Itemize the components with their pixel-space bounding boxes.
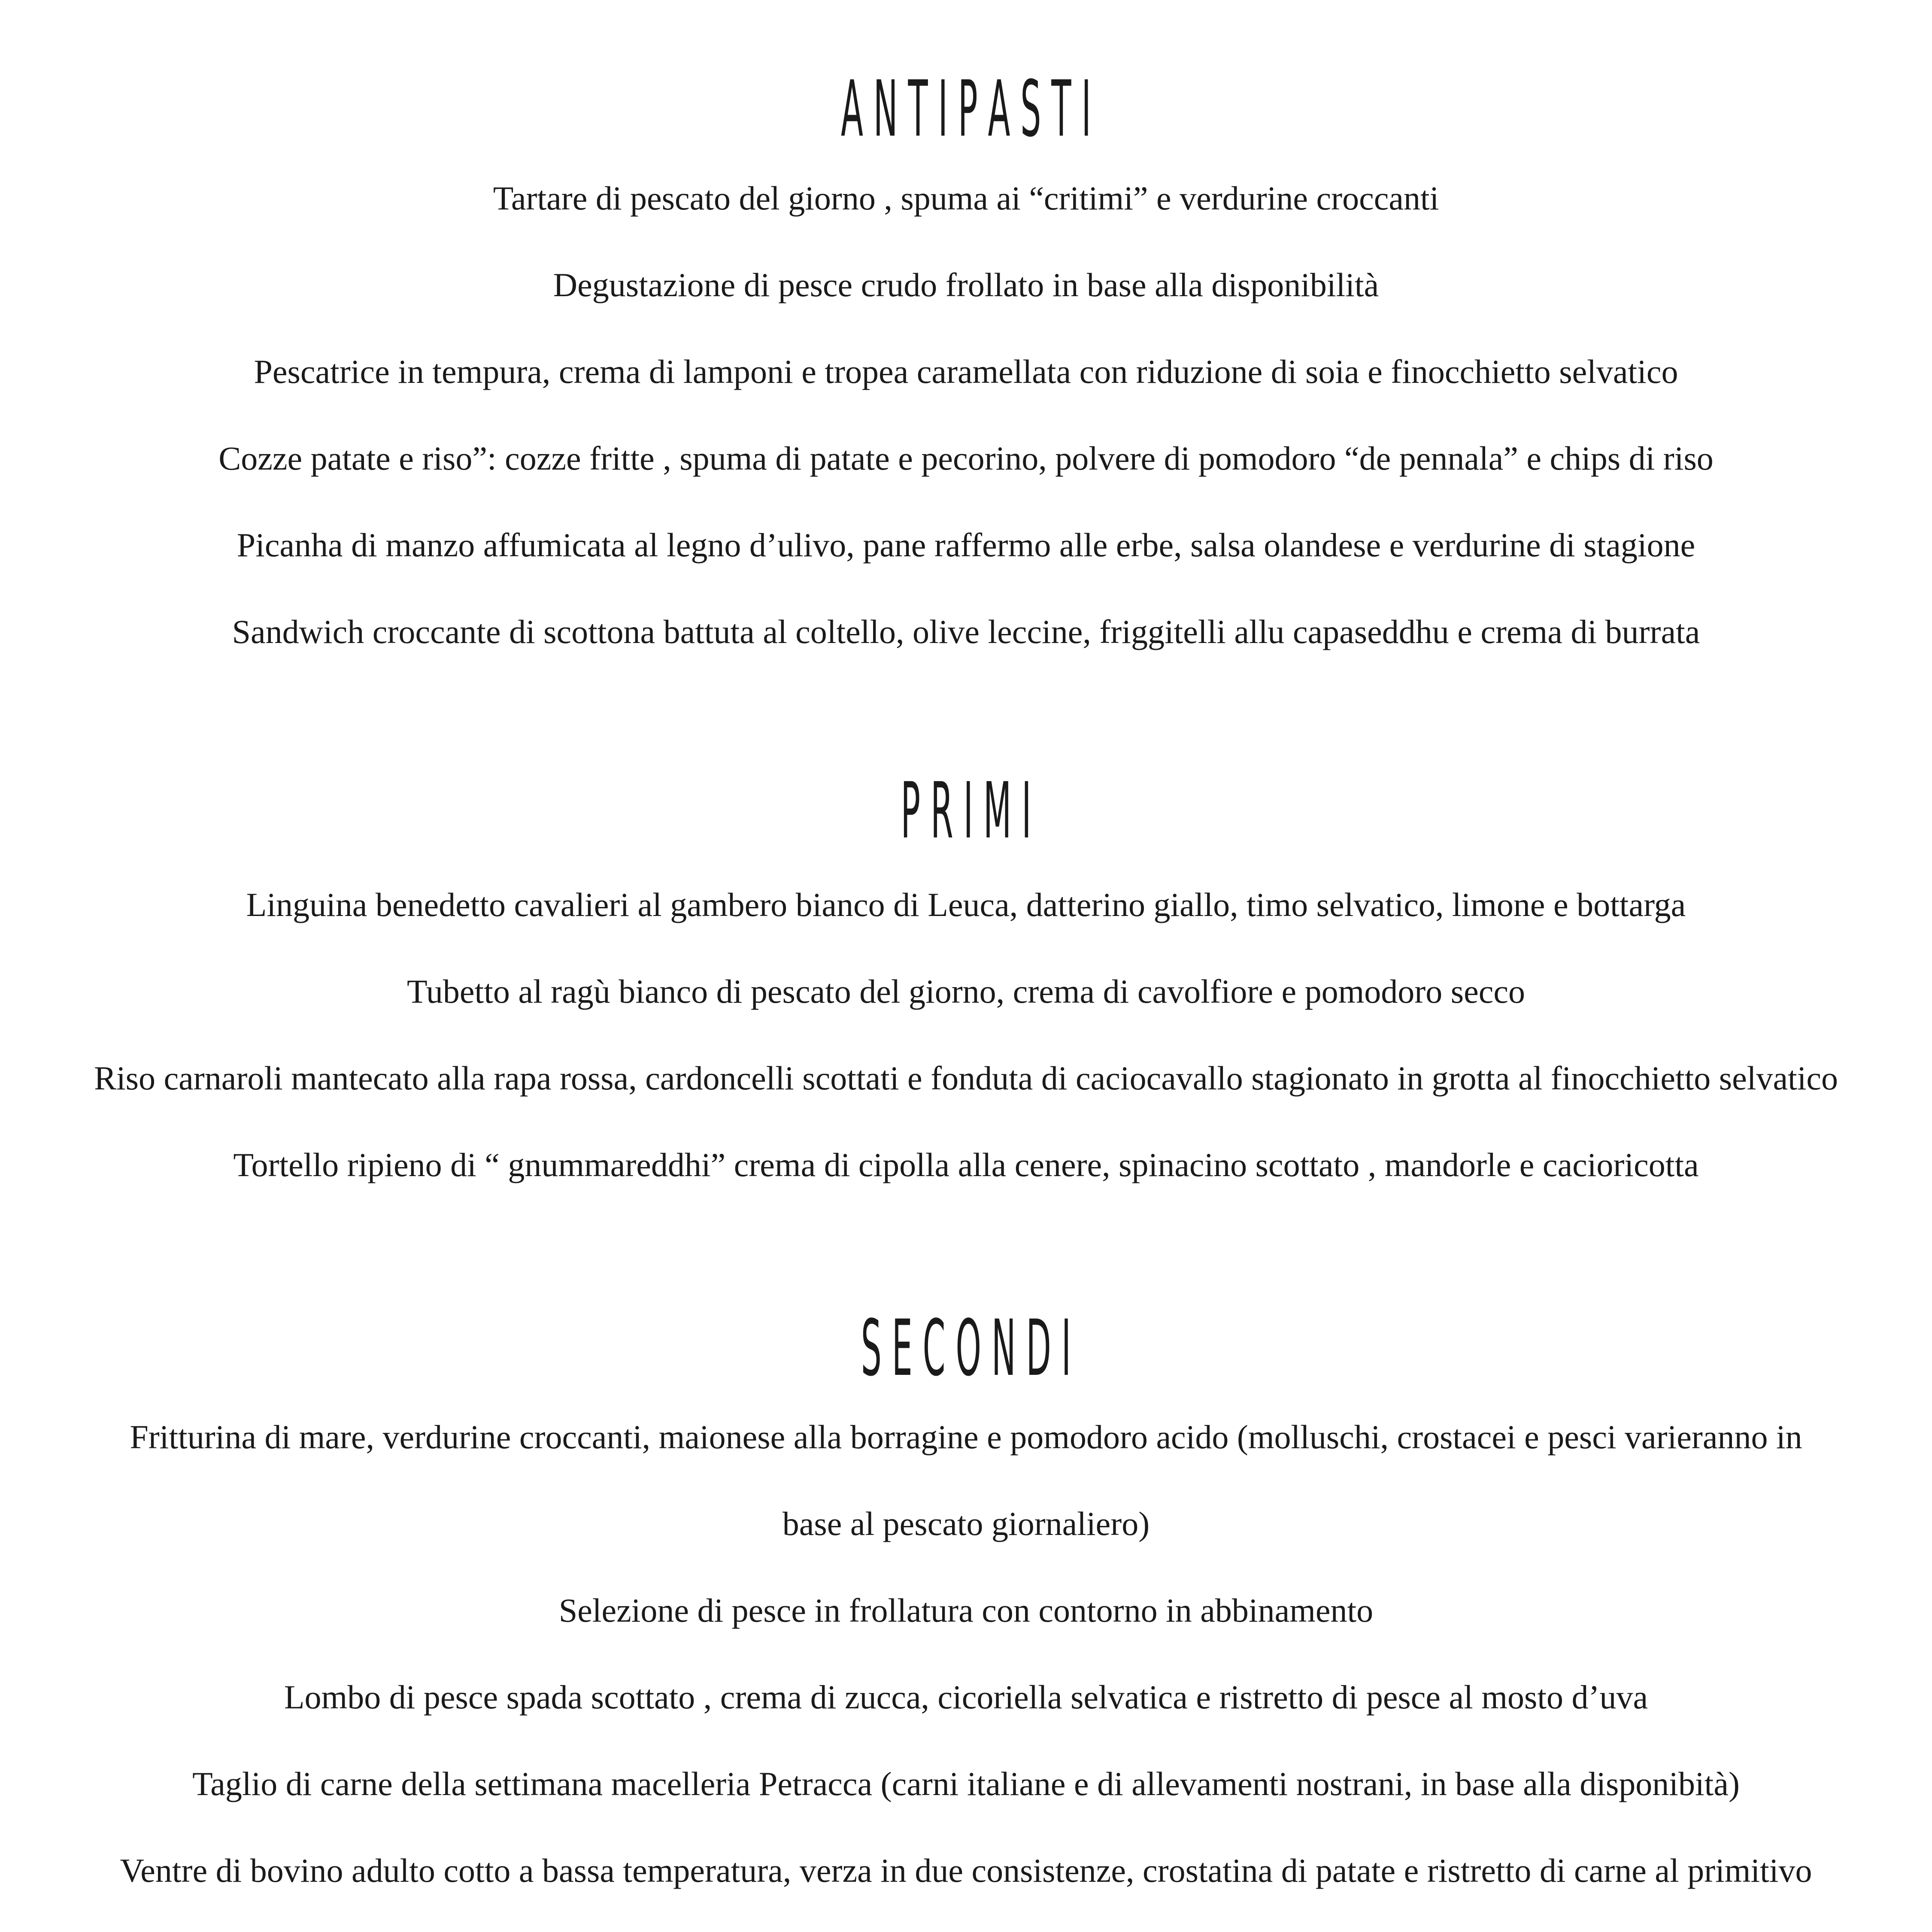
antipasti-item: Tartare di pescato del giorno , spuma ai “critimi” e verdurine croccanti xyxy=(493,179,1439,217)
primi-item: Tortello ripieno di “ gnummareddhi” crema di cipolla alla cenere, spinacino scottato , mandorle e cacioricotta xyxy=(233,1146,1699,1183)
section-antipasti xyxy=(0,67,1932,152)
secondi-item: Fritturina di mare, verdurine croccanti, maionese alla borragine e pomodoro acido (molluschi, crostacei e pesci varieranno in xyxy=(130,1418,1802,1456)
primi-item: Tubetto al ragù bianco di pescato del giorno, crema di cavolfiore e pomodoro secco xyxy=(407,973,1525,1010)
secondi-item-continued: base al pescato giornaliero) xyxy=(782,1505,1150,1542)
antipasti-item: Cozze patate e riso”: cozze fritte , spuma di patate e pecorino, polvere di pomodoro “de pennala” e chips di riso xyxy=(218,440,1714,477)
antipasti-heading: A N T I P A S T I xyxy=(841,67,1091,152)
secondi-item: Selezione di pesce in frollatura con contorno in abbinamento xyxy=(558,1592,1374,1629)
section-secondi xyxy=(0,1306,1932,1392)
secondi-item: Taglio di carne della settimana macelleria Petracca (carni italiane e di allevamenti nostrani, in base alla disponibità) xyxy=(192,1765,1740,1802)
secondi-item: Lombo di pesce spada scottato , crema di zucca, cicoriella selvatica e ristretto di pesce al mosto d’uva xyxy=(284,1678,1648,1716)
primi-item: Linguina benedetto cavalieri al gambero bianco di Leuca, datterino giallo, timo selvatico, limone e bottarga xyxy=(246,886,1686,923)
secondi-item: Ventre di bovino adulto cotto a bassa temperatura, verza in due consistenze, crostatina di patate e ristretto di carne al primitivo xyxy=(120,1852,1812,1889)
antipasti-item: Picanha di manzo affumicata al legno d’ulivo, pane raffermo alle erbe, salsa olandese e verdurine di stagione xyxy=(237,526,1695,564)
primi-item: Riso carnaroli mantecato alla rapa rossa, cardoncelli scottati e fonduta di caciocavallo stagionato in grotta al finocchietto selvatico xyxy=(94,1059,1838,1097)
secondi-heading: S E C O N D I xyxy=(861,1306,1071,1392)
section-primi xyxy=(0,768,1932,854)
antipasti-item: Sandwich croccante di scottona battuta al coltello, olive leccine, friggitelli allu capaseddhu e crema di burrata xyxy=(232,613,1700,650)
primi-heading: P R I M I xyxy=(901,768,1031,854)
antipasti-item: Degustazione di pesce crudo frollato in base alla disponibilità xyxy=(553,266,1379,303)
antipasti-item: Pescatrice in tempura, crema di lamponi e tropea caramellata con riduzione di soia e finocchietto selvatico xyxy=(254,353,1678,390)
